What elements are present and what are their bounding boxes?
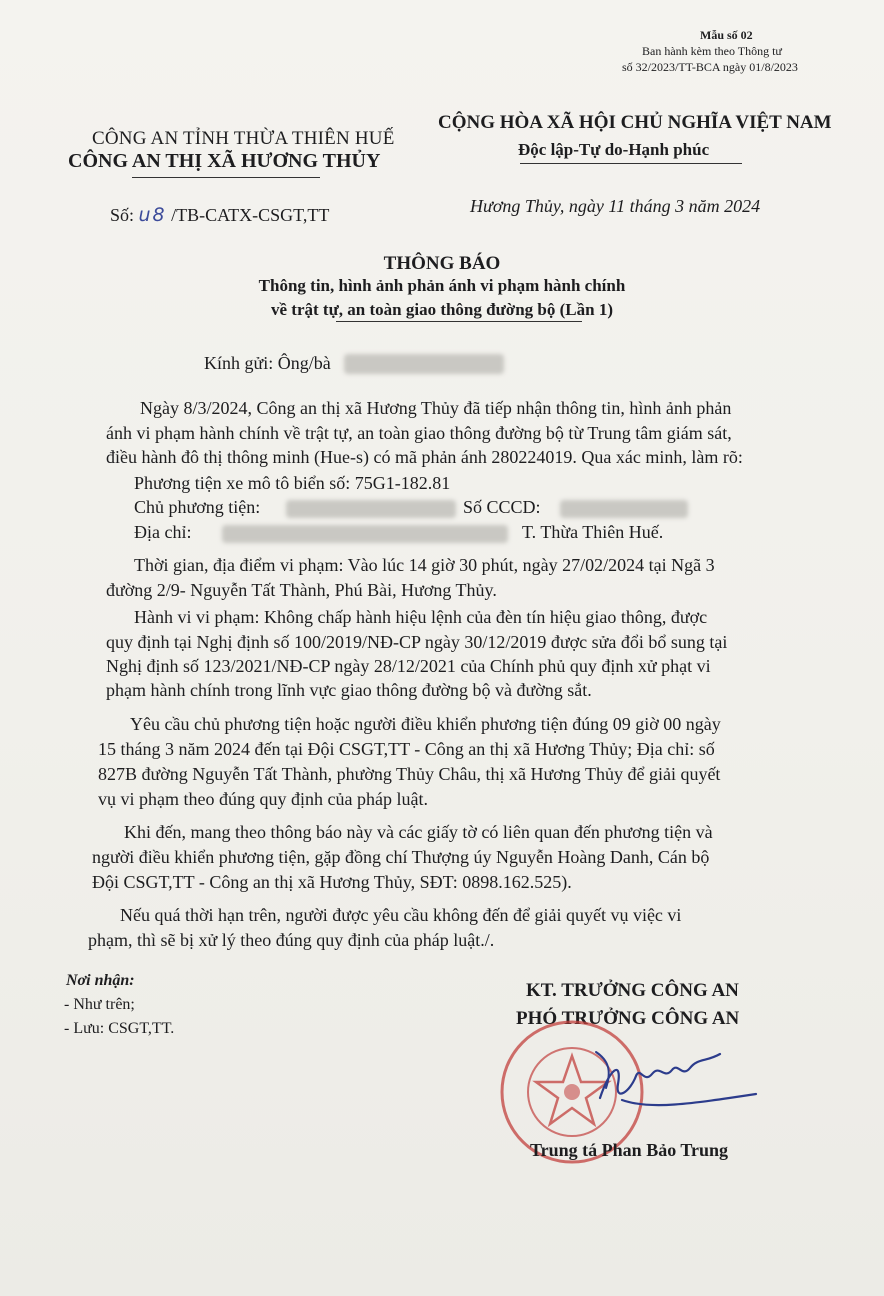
violation-line-4: phạm hành chính trong lĩnh vực giao thông đường bộ và đường sắt. xyxy=(106,680,592,700)
request-line-1: Yêu cầu chủ phương tiện hoặc người điều khiển phương tiện đúng 09 giờ 00 ngày xyxy=(130,714,721,734)
redacted-citizen-id xyxy=(560,500,688,518)
paragraph-intro-line-3: điều hành đô thị thông minh (Hue-s) có mã phản ánh 280224019. Qua xác minh, làm rõ: xyxy=(106,447,743,467)
notice-subtitle-line-1: Thông tin, hình ảnh phản ánh vi phạm hành chính xyxy=(258,276,626,295)
request-line-4: vụ vi phạm theo đúng quy định của pháp luật. xyxy=(98,789,428,809)
paragraph-intro-line-1: Ngày 8/3/2024, Công an thị xã Hương Thủy đã tiếp nhận thông tin, hình ảnh phản xyxy=(140,398,732,418)
time-place-line-2: đường 2/9- Nguyễn Tất Thành, Phú Bài, Hương Thủy. xyxy=(106,580,497,600)
bring-line-2: người điều khiển phương tiện, gặp đồng chí Thượng úy Nguyễn Hoàng Danh, Cán bộ xyxy=(92,847,710,867)
national-motto: Độc lập-Tự do-Hạnh phúc xyxy=(518,140,710,159)
agency-underline xyxy=(132,177,320,178)
form-number: Mẫu số 02 xyxy=(700,28,753,42)
form-circular: số 32/2023/TT-BCA ngày 01/8/2023 xyxy=(622,60,798,74)
address-label: Địa chỉ: xyxy=(134,522,192,542)
request-line-3: 827B đường Nguyễn Tất Thành, phường Thủy Châu, thị xã Hương Thủy để giải quyết xyxy=(98,764,721,784)
redacted-address xyxy=(222,525,508,543)
violation-line-3: Nghị định số 123/2021/NĐ-CP ngày 28/12/2021 của Chính phủ quy định xử phạt vi xyxy=(106,656,711,676)
document-number-label: Số: xyxy=(110,205,135,225)
warning-line-2: phạm, thì sẽ bị xử lý theo đúng quy định của pháp luật./. xyxy=(88,930,495,950)
recipient-item: - Như trên; xyxy=(64,996,135,1013)
greeting: Kính gửi: Ông/bà xyxy=(204,353,331,373)
agency-name: CÔNG AN THỊ XÃ HƯƠNG THỦY xyxy=(68,150,381,172)
document-number xyxy=(110,204,329,226)
citizen-id-label: Số CCCD: xyxy=(463,497,541,517)
time-place-line-1: Thời gian, địa điểm vi phạm: Vào lúc 14 giờ 30 phút, ngày 27/02/2024 tại Ngã 3 xyxy=(134,555,715,575)
notice-title: THÔNG BÁO xyxy=(383,253,501,274)
violation-line-1: Hành vi vi phạm: Không chấp hành hiệu lệnh của đèn tín hiệu giao thông, được xyxy=(134,607,708,627)
recipients-heading: Nơi nhận: xyxy=(66,972,135,989)
notice-subtitle-line-2: về trật tự, an toàn giao thông đường bộ (Lần 1) xyxy=(271,300,613,319)
motto-underline xyxy=(520,163,742,164)
redacted-owner-name xyxy=(286,500,456,518)
violation-line-2: quy định tại Nghị định số 100/2019/NĐ-CP ngày 30/12/2019 được sửa đổi bổ sung tại xyxy=(106,632,728,652)
subtitle-underline xyxy=(336,321,582,322)
bring-line-1: Khi đến, mang theo thông báo này và các giấy tờ có liên quan đến phương tiện và xyxy=(124,822,713,842)
issue-date: Hương Thủy, ngày 11 tháng 3 năm 2024 xyxy=(470,196,761,216)
nation-title: CỘNG HÒA XÃ HỘI CHỦ NGHĨA VIỆT NAM xyxy=(438,112,832,133)
signature-title-line-1: KT. TRƯỞNG CÔNG AN xyxy=(526,980,739,1001)
handwritten-signature-icon xyxy=(560,1040,760,1130)
paragraph-intro-line-2: ánh vi phạm hành chính về trật tự, an toàn giao thông đường bộ từ Trung tâm giám sát, xyxy=(106,423,732,443)
request-line-2: 15 tháng 3 năm 2024 đến tại Đội CSGT,TT - Công an thị xã Hương Thủy; Địa chỉ: số xyxy=(98,739,715,759)
recipient-item: - Lưu: CSGT,TT. xyxy=(64,1020,175,1037)
owner-label: Chủ phương tiện: xyxy=(134,497,261,517)
vehicle-plate: Phương tiện xe mô tô biển số: 75G1-182.81 xyxy=(134,473,451,493)
document-code: /TB-CATX-CSGT,TT xyxy=(171,205,330,225)
bring-line-3: Đội CSGT,TT - Công an thị xã Hương Thủy, SĐT: 0898.162.525). xyxy=(92,872,572,892)
agency-parent: CÔNG AN TỈNH THỪA THIÊN HUẾ xyxy=(92,128,395,149)
address-province: T. Thừa Thiên Huế. xyxy=(522,522,664,542)
handwritten-number: u8 xyxy=(138,204,167,226)
form-issued-with: Ban hành kèm theo Thông tư xyxy=(642,44,782,58)
redacted-recipient-name xyxy=(344,354,504,374)
signer-name: Trung tá Phan Bảo Trung xyxy=(530,1140,729,1160)
warning-line-1: Nếu quá thời hạn trên, người được yêu cầu không đến để giải quyết vụ việc vi xyxy=(120,905,682,925)
signature-title-line-2: PHÓ TRƯỞNG CÔNG AN xyxy=(516,1008,740,1029)
